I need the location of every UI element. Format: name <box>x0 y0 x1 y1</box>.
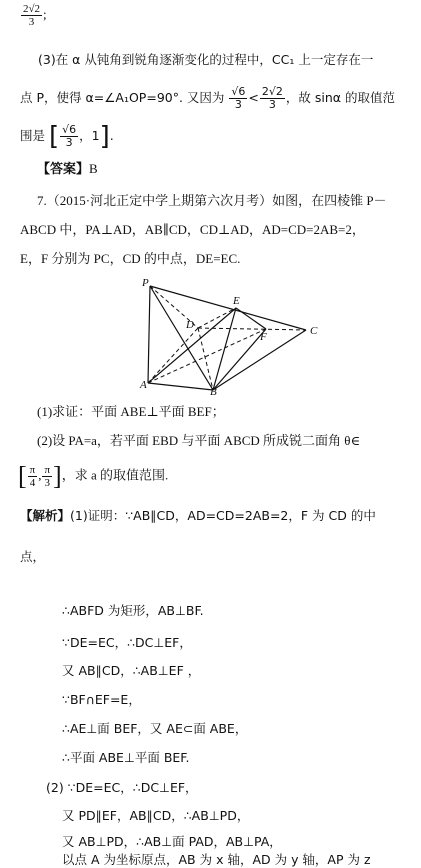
edge-pc <box>150 286 306 330</box>
pyramid-diagram <box>138 276 328 396</box>
fraction: $\frac{√6}{3}$ <box>62 123 77 149</box>
solution-line2: 点， <box>20 549 46 564</box>
solution-step: ∵BF∩EF=E， <box>62 692 141 707</box>
answer-value: B <box>89 161 98 176</box>
problem7-line3: E，F 分别为 PC，CD 的中点，DE=EC. <box>20 251 241 266</box>
question-1: (1)求证：平面 ABE⊥平面 BEF； <box>37 404 225 419</box>
edge-de <box>198 308 236 328</box>
fraction: $\frac{√6}{3}$ <box>231 85 246 111</box>
label-e: E <box>233 295 240 307</box>
question-2-line2: [ $\frac{\pi}{4}$ , $\frac{\pi}{3}$ ]，求 a 的取值范围. <box>18 461 169 491</box>
fraction: $\frac{2√2}{3}$ <box>261 85 283 111</box>
solution-step: ∴AE⊥面 BEF，又 AE⊂面 ABE， <box>62 721 248 736</box>
part3-line2: 点 P，使得 α=∠A₁OP=90°. 又因为 $\frac{√6}{3}$ < $\frac{2√2}{3}$ ，故 sinα 的取值范 <box>20 85 396 111</box>
top-fraction-line: $\frac{2√2}{3}$ ; <box>23 3 47 28</box>
left-bracket: [ <box>49 121 60 152</box>
edge-af <box>148 329 266 383</box>
label-p: P <box>142 277 149 289</box>
edge-ad <box>148 328 198 383</box>
right-bracket: ] <box>53 461 62 491</box>
solution-part2-step: 以点 A 为坐标原点，AB 为 x 轴，AD 为 y 轴，AP 为 z <box>62 852 371 867</box>
problem7-line1: 7.（2015·河北正定中学上期第六次月考）如图，在四棱锥 P－ <box>37 193 387 208</box>
solution-line1: 【解析】(1)证明：∵AB∥CD，AD=CD=2AB=2，F 为 CD 的中 <box>20 508 376 523</box>
problem7-line2: ABCD 中，PA⊥AD，AB∥CD，CD⊥AD，AD=CD=2AB=2， <box>20 222 365 237</box>
solution-step: ∴ABFD 为矩形，AB⊥BF. <box>62 603 204 618</box>
label-d: D <box>186 319 194 331</box>
answer-line <box>37 161 98 177</box>
fraction: $\frac{\pi}{4}$ <box>29 464 36 489</box>
edge-ef <box>236 308 266 329</box>
fraction: $\frac{\pi}{3}$ <box>44 464 51 489</box>
label-c: C <box>310 325 318 337</box>
label-b: B <box>210 386 217 396</box>
label-f: F <box>260 331 267 343</box>
part3-line1: (3)在 α 从钝角到锐角逐渐变化的过程中，CC₁ 上一定存在一 <box>38 52 374 67</box>
solution-step: ∵DE=EC，∴DC⊥EF， <box>62 635 192 650</box>
solution-part2-step: 又 PD∥EF，AB∥CD，∴AB⊥PD， <box>62 808 250 823</box>
solution-part2-step: 又 AB⊥PD，∴AB⊥面 PAD，AB⊥PA， <box>62 834 282 849</box>
part3-line3: 围是 [ $\frac{√6}{3}$ ，1]. <box>20 121 114 152</box>
answer-label: 【答案】 <box>37 161 90 176</box>
solution-step: 又 AB∥CD，∴AB⊥EF ， <box>62 663 201 678</box>
solution-label: 【解析】 <box>20 508 71 523</box>
fraction: $\frac{2√2}{3}$ <box>23 3 41 28</box>
question-2-line1: (2)设 PA=a，若平面 EBD 与平面 ABCD 所成锐二面角 θ∈ <box>37 433 361 448</box>
solution-part2-line1: (2) ∵DE=EC，∴DC⊥EF， <box>46 780 198 795</box>
left-bracket: [ <box>18 461 27 491</box>
solution-step: ∴平面 ABE⊥平面 BEF. <box>62 750 190 765</box>
edge-dc <box>198 328 306 330</box>
right-bracket: ] <box>99 121 110 152</box>
edge-pa <box>148 286 150 383</box>
label-a: A <box>140 379 147 391</box>
edge-ab <box>148 383 213 390</box>
